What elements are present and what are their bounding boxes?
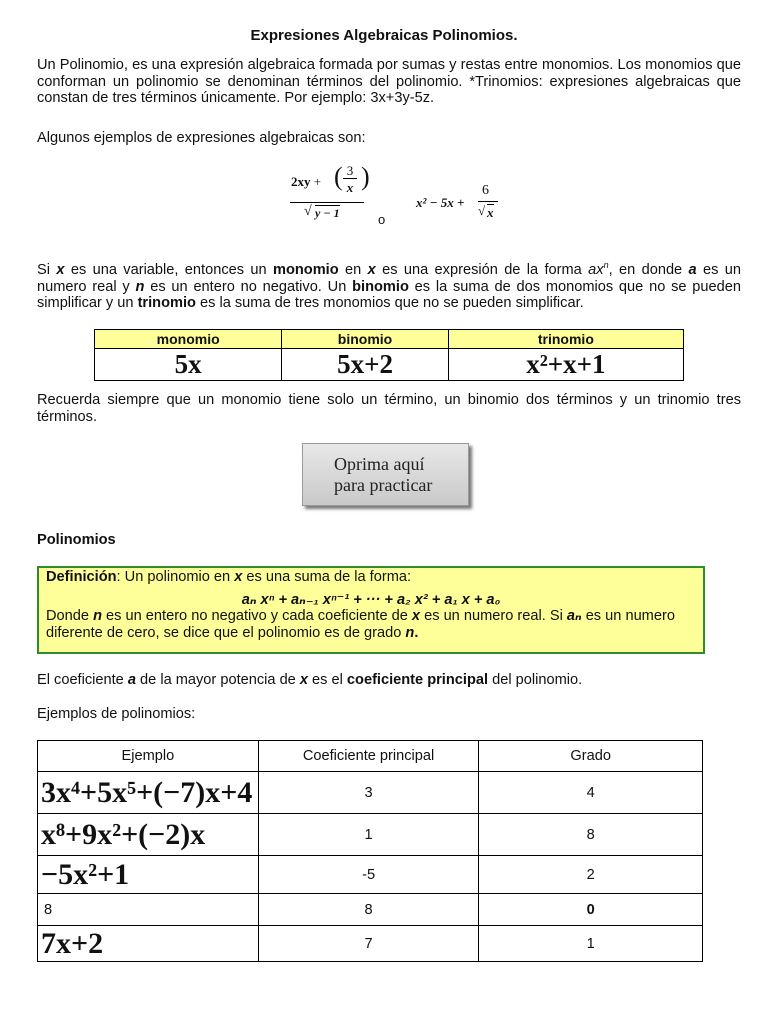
- frac-top: 3: [346, 163, 354, 178]
- definition-box: [37, 566, 705, 654]
- table-row: [38, 926, 703, 962]
- coef-cell: 3: [258, 772, 479, 814]
- coef-cell: -5: [258, 856, 479, 894]
- polynomial-formula: aₙ xⁿ + aₙ₋₁ xⁿ⁻¹ + ··· + a₂ x² + a₁ x + a₀: [241, 591, 501, 608]
- expr1-denominator: y − 1: [315, 206, 340, 220]
- definition-line1: Definición: Un polinomio en x es una suma de la forma:: [46, 569, 412, 585]
- main-frac-bar: [290, 202, 364, 203]
- value-monomio: 5x: [95, 349, 282, 381]
- expr2-den: x: [487, 205, 494, 220]
- practice-button[interactable]: [302, 443, 469, 506]
- sqrt-sign: √: [304, 204, 312, 219]
- leading-coefficient-paragraph: El coeficiente a de la mayor potencia de x es el coeficiente principal del polinomio.: [37, 672, 583, 688]
- grade-cell: 1: [479, 926, 703, 962]
- polynomial-types-table: [94, 329, 684, 381]
- polynomial-examples-table: [37, 740, 703, 962]
- monomial-definition-paragraph: Si x es una variable, entonces un monomio en x es una expresión de la forma $ax^n$, en donde a es un numero real y n es un entero no negativo. Un binomio es la suma de dos monomios que no se pueden simplificar y un trinomio es la suma de tres monomios que no se pueden simplificar.: [37, 260, 742, 311]
- table-row: [38, 894, 703, 926]
- right-paren: ): [361, 162, 370, 191]
- expr2-left: x² − 5x +: [416, 195, 465, 210]
- table-row: [38, 814, 703, 856]
- grade-cell: 4: [479, 772, 703, 814]
- value-trinomio: x²+x+1: [448, 349, 683, 381]
- examples-heading: Ejemplos de polinomios:: [37, 706, 196, 722]
- coef-cell: 7: [258, 926, 479, 962]
- expr1-numerator: 2xy: [291, 174, 311, 189]
- left-paren: (: [334, 162, 343, 191]
- grade-cell: 2: [479, 856, 703, 894]
- header-monomio: monomio: [95, 330, 282, 349]
- section-heading: Polinomios: [37, 532, 116, 548]
- expr2-num: 6: [482, 183, 489, 198]
- table-row: [38, 772, 703, 814]
- coef-cell: 1: [258, 814, 479, 856]
- example-cell: 8: [38, 894, 259, 926]
- examples-intro: Algunos ejemplos de expresiones algebraicas son:: [37, 130, 366, 146]
- practice-button-line2: para practicar: [334, 475, 433, 495]
- expr2-bar: [478, 201, 498, 202]
- coef-cell: 8: [258, 894, 479, 926]
- example-cell: 3x⁴+5x⁵+(−7)x+4: [38, 772, 259, 814]
- grade-cell: 8: [479, 814, 703, 856]
- header-binomio: binomio: [282, 330, 448, 349]
- or-word: o: [378, 212, 386, 227]
- definition-body: Donde n es un entero no negativo y cada coeficiente de x es un numero real. Si aₙ es un numero diferente de cero, se dice que el polinomio es de grado n.: [46, 608, 675, 641]
- example-cell: 7x+2: [38, 926, 259, 962]
- header-coeficiente: Coeficiente principal: [258, 741, 479, 772]
- reminder-paragraph: Recuerda siempre que un monomio tiene solo un término, un binomio dos términos y un trinomio tres términos.: [37, 392, 741, 425]
- page-title: Expresiones Algebraicas Polinomios.: [250, 27, 518, 44]
- frac-bar: [343, 178, 357, 179]
- example-cell: x⁸+9x²+(−2)x: [38, 814, 259, 856]
- example-expression-2: [416, 183, 506, 228]
- intro-paragraph: Un Polinomio, es una expresión algebraica formada por sumas y restas entre monomios. Los monomios que conforman un polinomio se denominan términos del polinomio. *Trinomios: expresiones algebraicas que constan de tres términos únicamente. Por ejemplo: 3x+3y-5z.: [37, 57, 741, 106]
- header-ejemplo: Ejemplo: [38, 741, 259, 772]
- expr2-sqrt: √: [478, 203, 486, 218]
- table-row: [38, 856, 703, 894]
- header-grado: Grado: [479, 741, 703, 772]
- example-cell: −5x²+1: [38, 856, 259, 894]
- example-expression-1: 2xy + ( ) 3 x √ y − 1: [291, 162, 370, 220]
- frac-bottom: x: [346, 180, 354, 195]
- grade-cell: 0: [479, 894, 703, 926]
- header-trinomio: trinomio: [448, 330, 683, 349]
- value-binomio: 5x+2: [282, 349, 448, 381]
- definition-label: Definición: [46, 569, 117, 585]
- practice-button-line1: Oprima aquí: [334, 454, 425, 474]
